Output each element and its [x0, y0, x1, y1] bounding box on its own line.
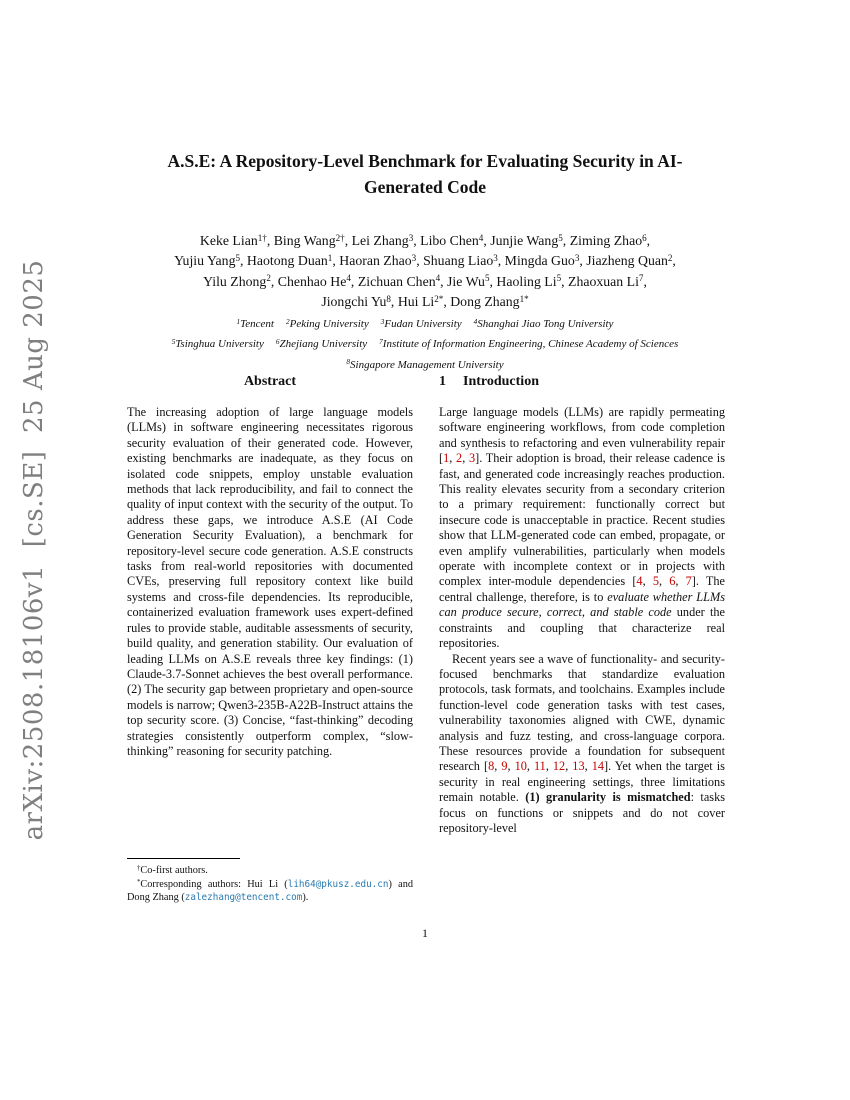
affiliation-item: $^3$Fudan University [380, 317, 462, 330]
emphasis-text: evaluate whether LLMs can produce secure, correct, and stable code [439, 589, 726, 620]
author-name: Haotong Duan [246, 253, 328, 269]
affiliation-mark: 8 [346, 358, 351, 367]
page-number: 1 [422, 926, 428, 940]
affiliation-item: $^7$Institute of Information Engineering, Chinese Academy of Sciences [379, 338, 679, 351]
author-affiliation-mark: 3 [493, 253, 498, 264]
email-link[interactable]: zalezhang@tencent.com [184, 892, 303, 904]
citation-link[interactable]: 14 [591, 759, 604, 774]
section-heading [439, 374, 725, 390]
author-line: Yujiu Yang$^5$, Haotong Duan$^1$, Haoran Zhao$^3$, Shuang Liao$^3$, Mingda Guo$^3$, Jiazheng Quan$^2$, [174, 253, 676, 269]
author-affiliation-mark: 2 [266, 273, 271, 284]
author-affiliation-mark: 5 [235, 253, 241, 264]
author-affiliation-mark: 4 [435, 273, 441, 284]
author-affiliation-mark: 8 [386, 293, 391, 304]
section-title: Introduction [463, 374, 539, 389]
author-name: Jiazheng Quan [586, 253, 668, 269]
author-list [105, 231, 745, 312]
author-name: Yujiu Yang [174, 253, 236, 269]
author-affiliation-mark: 2* [434, 293, 444, 304]
author-affiliation-mark: 3 [411, 253, 417, 264]
left-column [127, 374, 413, 759]
affiliation-mark: 7 [379, 338, 383, 347]
author-name: Haoling Li [496, 273, 557, 289]
footnote-block [127, 858, 413, 905]
author-line: Yilu Zhong$^2$, Chenhao He$^4$, Zichuan Chen$^4$, Jie Wu$^5$, Haoling Li$^5$, Zhaoxuan Li$^7$, [203, 273, 647, 289]
footnotes [127, 864, 413, 905]
footnote-mark: * [137, 878, 141, 886]
author-name: Zichuan Chen [357, 273, 436, 289]
author-name: Ziming Zhao [569, 233, 643, 248]
affiliation-item: $^1$Tencent [236, 317, 274, 330]
author-affiliation-mark: 5 [558, 232, 563, 243]
author-affiliation-mark: 4 [478, 232, 484, 243]
citation-link[interactable]: 3 [468, 451, 476, 466]
author-name: Libo Chen [420, 233, 479, 248]
intro-paragraphs [439, 405, 725, 836]
affiliation-item: $^6$Zhejiang University [275, 338, 368, 351]
footnote: *Corresponding authors: Hui Li (lih64@pkusz.edu.cn) and Dong Zhang (zalezhang@tencent.com). [127, 878, 413, 904]
affiliation-list [85, 314, 765, 375]
citation-link[interactable]: 5 [652, 574, 659, 589]
author-name: Junjie Wang [490, 233, 559, 248]
section-number: 1 [439, 374, 446, 389]
citation-link[interactable]: 6 [669, 574, 676, 589]
affiliation-mark: 1 [236, 317, 241, 326]
affiliation-mark: 6 [275, 338, 280, 347]
intro-paragraph: Recent years see a wave of functionality- and security-focused benchmarks that standardize evaluation protocols, task formats, and toolchains. Examples include function-level code generation tasks with test cases, vulnerability taxonomies aligned with CWE, dynamic analysis and fuzz testing, and cross-language corpora. These resources provide a foundation for subsequent research [8, 9, 10, 11, 12, 13, 14]. Yet when the target is security in real engineering settings, three limitations remain notable. (1) granularity is mismatched: tasks focus on functions or snippets and do not cover repository-level [439, 651, 726, 835]
author-name: Mingda Guo [504, 253, 575, 269]
author-line: Keke Lian$^{1\dagger}$, Bing Wang$^{2\dagger}$, Lei Zhang$^3$, Libo Chen$^4$, Junjie Wang$^5$, Ziming Zhao$^6$, [199, 232, 651, 248]
affiliation-mark: 4 [473, 317, 478, 326]
citation-link[interactable]: 12 [552, 759, 566, 774]
citation-link[interactable]: 8 [488, 759, 495, 774]
citation-link[interactable]: 11 [533, 759, 546, 774]
affiliation-item: $^2$Peking University [285, 317, 369, 330]
author-name: Chenhao He [277, 273, 347, 289]
intro-paragraph: Large language models (LLMs) are rapidly permeating software engineering workflows, from code completion and synthesis to refactoring and even vulnerability repair [1, 2, 3]. Their adoption is broad, their release cadence is fast, and generated code increasingly reaches production. This reality elevates security from a secondary criterion to a primary requirement: functionally correct but insecure code is unacceptable in practice. Recent studies show that LLM-generated code can embed, propagate, or even amplify vulnerabilities, particularly when models operate with incomplete context or in projects with complex inter-module dependencies [4, 5, 6, 7]. The central challenge, therefore, is to evaluate whether LLMs can produce secure, correct, and stable code under the constraints and coupling that characterize real repositories. [439, 405, 726, 651]
footnote-separator [127, 858, 240, 859]
footnote-mark: † [137, 864, 141, 872]
citation-link[interactable]: 1 [443, 451, 450, 466]
author-name: Bing Wang [273, 233, 336, 248]
author-name: Jie Wu [447, 273, 485, 289]
author-name: Dong Zhang [450, 293, 520, 309]
citation-link[interactable]: 13 [572, 759, 585, 774]
paper-title: A.S.E: A Repository-Level Benchmark for Evaluating Security in AI-Generated Code [167, 151, 683, 198]
arxiv-watermark: arXiv:2508.18106v1 [cs.SE] 25 Aug 2025 [19, 259, 49, 841]
author-affiliation-mark: 4 [346, 273, 351, 284]
affiliation-item: $^8$Singapore Management University [346, 358, 504, 371]
affiliation-mark: 5 [171, 338, 176, 347]
bold-text: (1) granularity is mismatched [525, 790, 691, 805]
email-link[interactable]: lih64@pkusz.edu.cn [287, 878, 389, 890]
affiliation-line [85, 334, 765, 354]
author-name: Yilu Zhong [203, 273, 267, 289]
affiliation-mark: 2 [285, 317, 290, 326]
abstract-heading: Abstract [243, 374, 297, 389]
author-affiliation-mark: 1† [257, 232, 267, 243]
author-affiliation-mark: 2 [667, 253, 673, 264]
author-name: Zhaoxuan Li [568, 273, 639, 289]
author-affiliation-mark: 1 [327, 253, 333, 264]
citation-link[interactable]: 4 [636, 574, 643, 589]
citation-link[interactable]: 7 [685, 574, 692, 589]
author-name: Jiongchi Yu [321, 293, 387, 309]
citation-link[interactable]: 9 [501, 759, 508, 774]
author-affiliation-mark: 6 [642, 232, 647, 243]
affiliation-item: $^4$Shanghai Jiao Tong University [473, 317, 614, 330]
footnote: †Co-first authors. [137, 864, 208, 876]
citation-link[interactable]: 10 [514, 759, 527, 774]
affiliation-line [85, 314, 765, 334]
right-column [439, 374, 725, 836]
author-affiliation-mark: 2† [335, 232, 345, 243]
affiliation-mark: 3 [380, 317, 385, 326]
author-name: Shuang Liao [423, 253, 494, 269]
affiliation-item: $^5$Tsinghua University [171, 338, 264, 351]
author-name: Lei Zhang [351, 233, 409, 248]
author-name: Haoran Zhao [339, 253, 412, 269]
citation-link[interactable]: 2 [456, 451, 463, 466]
author-affiliation-mark: 5 [484, 273, 490, 284]
author-affiliation-mark: 3 [408, 232, 414, 243]
author-affiliation-mark: 5 [556, 273, 562, 284]
author-affiliation-mark: 7 [638, 273, 644, 284]
author-affiliation-mark: 1* [519, 293, 529, 304]
author-name: Keke Lian [199, 233, 258, 248]
author-name: Hui Li [397, 293, 435, 309]
author-line: Jiongchi Yu$^8$, Hui $Li^{2*}$, Dong Zhang$^{1*}$ [321, 293, 529, 309]
author-affiliation-mark: 3 [574, 253, 580, 264]
abstract-text: The increasing adoption of large language models (LLMs) in software engineering necessitates rigorous security evaluation of their generated code. However, existing benchmarks are inadequate, as they focus on isolated code snippets, employ unstable evaluation methods that lack reproducibility, and fail to connect the quality of input context with the security of the output. To address these gaps, we introduce A.S.E (AI Code Generation Security Evaluation), a benchmark for repository-level secure code generation. A.S.E constructs tasks from real-world repositories with documented CVEs, preserving full repository context like build systems and cross-file dependencies. Its reproducible, containerized evaluation framework uses expert-defined rules to provide stable, auditable assessments of security, build quality, and generation stability. Our evaluation of leading LLMs on A.S.E reveals three key findings: (1) Claude-3.7-Sonnet achieves the best overall performance. (2) The security gap between proprietary and open-source models is narrow; Qwen3-235B-A22B-Instruct attains the top security score. (3) Concise, “fast-thinking” decoding strategies consistently outperform complex, “slow-thinking” reasoning for security patching. [127, 405, 413, 758]
affiliation-line [85, 355, 765, 375]
